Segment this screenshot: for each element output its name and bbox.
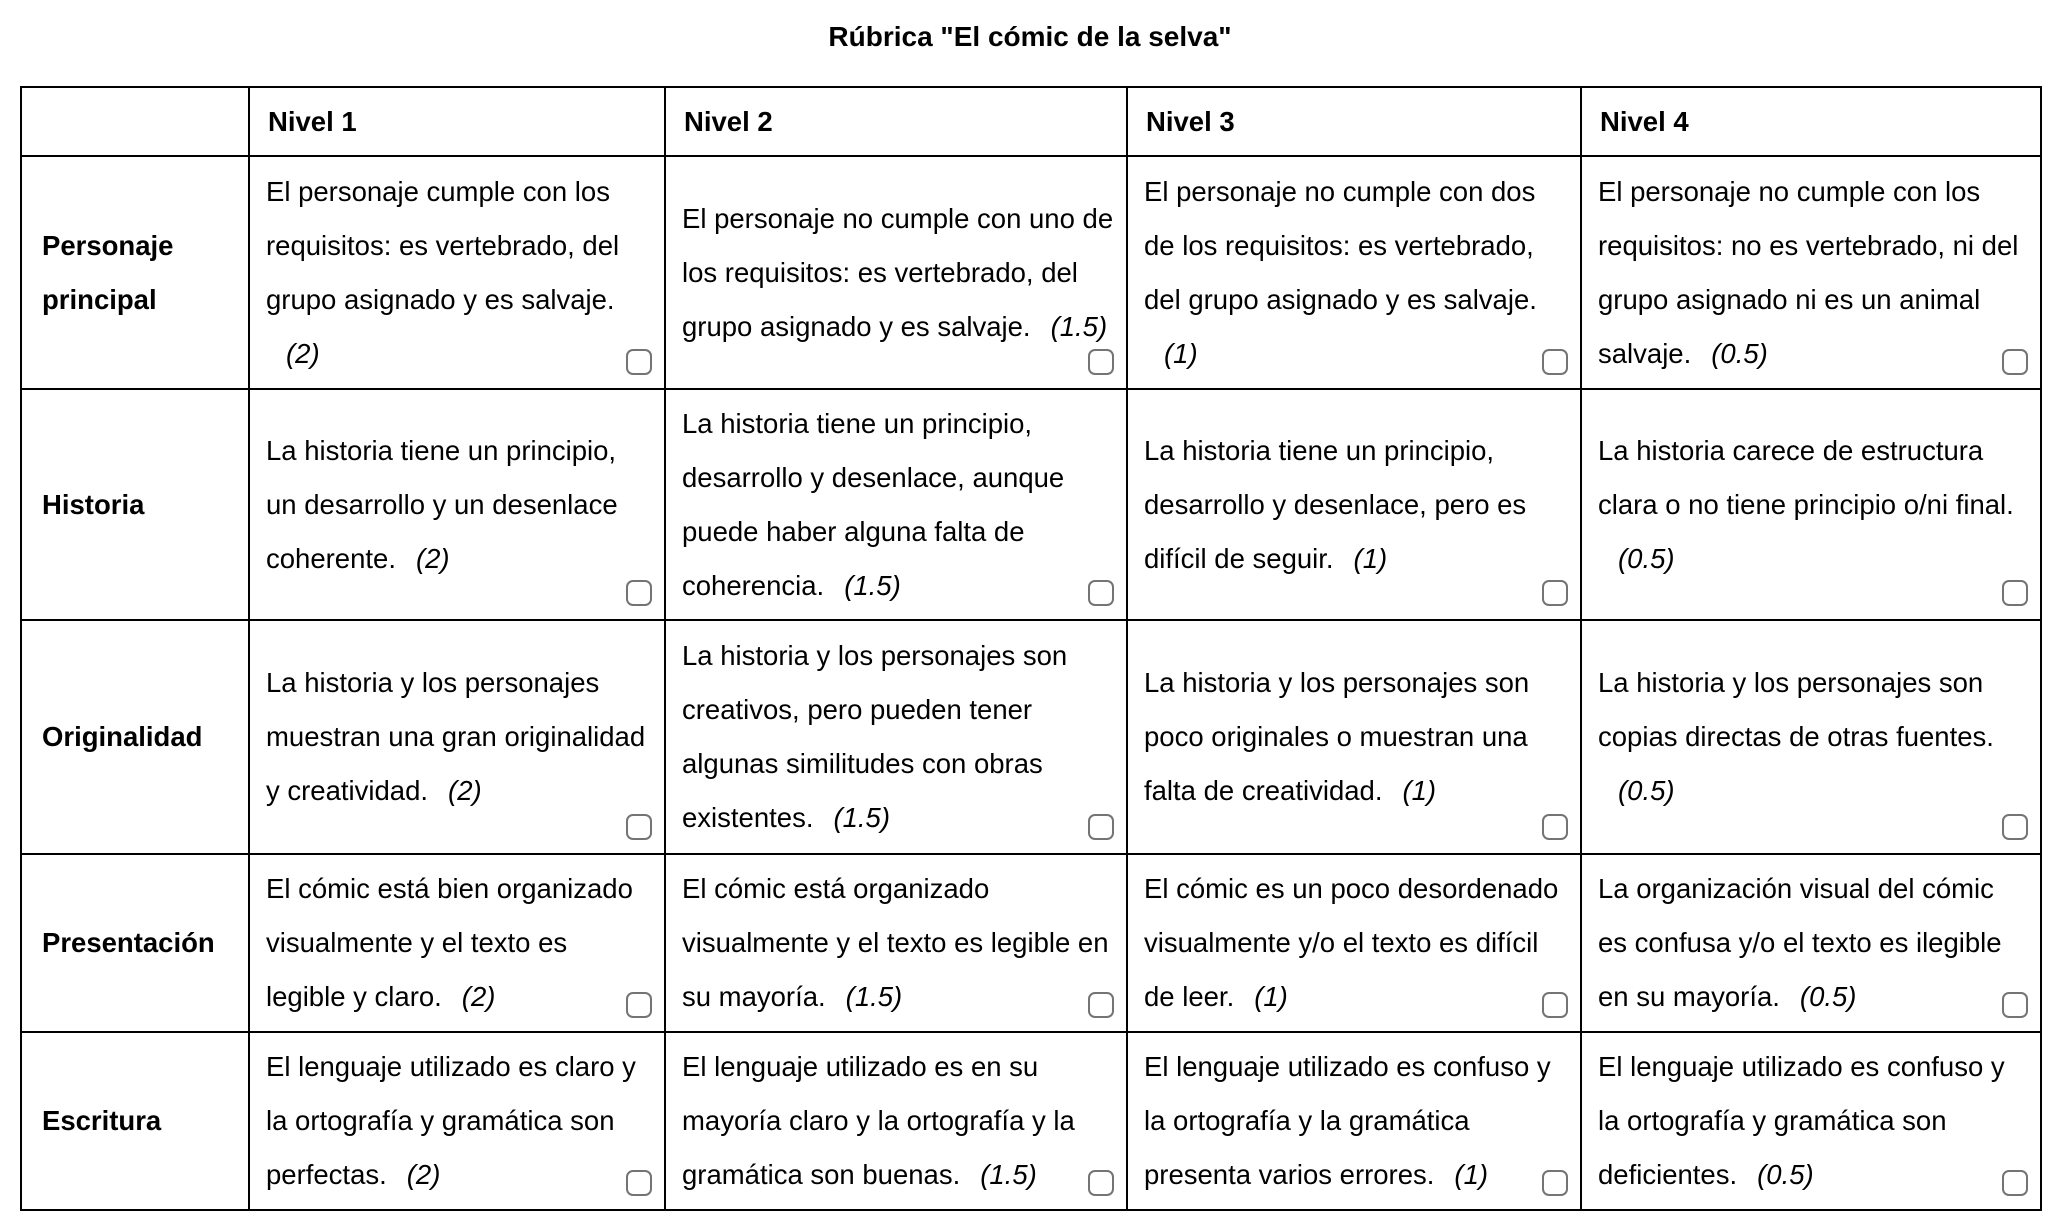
checkbox-originalidad-nivel-3[interactable]: [1542, 814, 1568, 840]
cell-personaje-nivel-1: [249, 156, 665, 389]
cell-text: El personaje no cumple con uno de los requisitos: es vertebrado, del grupo asignado y es salvaje.: [682, 202, 1114, 342]
cell-text: La historia y los personajes son copias directas de otras fuentes.: [1598, 667, 1994, 752]
cell-score: (2): [286, 337, 320, 369]
table-row: [21, 854, 2041, 1032]
cell-personaje-nivel-4: [1581, 156, 2041, 389]
criterion-escritura: Escritura: [21, 1032, 249, 1210]
cell-text: El lenguaje utilizado es confuso y la ortografía y gramática son deficientes.: [1598, 1051, 2005, 1190]
cell-text: La historia y los personajes muestran una gran originalidad y creatividad.: [266, 667, 646, 806]
checkbox-personaje-nivel-2[interactable]: [1088, 349, 1114, 375]
cell-text: La historia tiene un principio, desarrollo y desenlace, pero es difícil de seguir.: [1144, 434, 1527, 574]
cell-originalidad-nivel-2: [665, 620, 1127, 854]
cell-score: (1.5): [1050, 310, 1108, 342]
cell-score: (2): [448, 775, 482, 806]
cell-text: El cómic es un poco desordenado visualmente y/o el texto es difícil de leer.: [1144, 873, 1559, 1012]
cell-text: El lenguaje utilizado es en su mayoría claro y la ortografía y la gramática son buenas.: [682, 1051, 1075, 1190]
cell-historia-nivel-1: [249, 389, 665, 620]
cell-presentacion-nivel-4: [1581, 854, 2041, 1032]
cell-text: La historia carece de estructura clara o no tiene principio o/ni final.: [1598, 434, 2014, 520]
cell-text: El cómic está bien organizado visualmente y el texto es legible y claro.: [266, 873, 633, 1012]
cell-escritura-nivel-2: [665, 1032, 1127, 1210]
cell-score: (0.5): [1618, 542, 1675, 574]
cell-originalidad-nivel-3: [1127, 620, 1581, 854]
cell-presentacion-nivel-2: [665, 854, 1127, 1032]
cell-text: La historia tiene un principio, desarrollo y desenlace, aunque puede haber alguna falta de coherencia.: [682, 407, 1065, 601]
cell-score: (1): [1402, 775, 1437, 806]
cell-score: (1): [1254, 981, 1288, 1012]
checkbox-historia-nivel-4[interactable]: [2002, 580, 2028, 606]
cell-text: La historia y los personajes son creativos, pero pueden tener algunas similitudes con obras existentes.: [682, 640, 1068, 833]
criterion-presentacion: Presentación: [21, 854, 249, 1032]
cell-score: (1): [1454, 1159, 1489, 1190]
criterion-personaje-principal: Personaje principal: [21, 156, 249, 389]
level-header-nivel-4: Nivel 4: [1581, 87, 2041, 156]
cell-text: La historia y los personajes son poco originales o muestran una falta de creatividad.: [1144, 667, 1530, 806]
checkbox-personaje-nivel-4[interactable]: [2002, 349, 2028, 375]
cell-score: (1.5): [845, 981, 903, 1012]
cell-score: (1.5): [844, 569, 901, 601]
criterion-historia: Historia: [21, 389, 249, 620]
cell-escritura-nivel-4: [1581, 1032, 2041, 1210]
cell-score: (1.5): [833, 802, 891, 833]
corner-cell: [21, 87, 249, 156]
checkbox-presentacion-nivel-4[interactable]: [2002, 992, 2028, 1018]
table-row: [21, 389, 2041, 620]
cell-score: (2): [406, 1159, 441, 1190]
cell-text: El cómic está organizado visualmente y el texto es legible en su mayoría.: [682, 873, 1109, 1012]
checkbox-historia-nivel-2[interactable]: [1088, 580, 1114, 606]
cell-score: (0.5): [1618, 775, 1675, 806]
cell-escritura-nivel-3: [1127, 1032, 1581, 1210]
level-header-nivel-3: Nivel 3: [1127, 87, 1581, 156]
cell-presentacion-nivel-3: [1127, 854, 1581, 1032]
checkbox-originalidad-nivel-1[interactable]: [626, 814, 652, 840]
table-row: [21, 156, 2041, 389]
level-header-nivel-2: Nivel 2: [665, 87, 1127, 156]
cell-text: El personaje no cumple con dos de los requisitos: es vertebrado, del grupo asignado y es salvaje.: [1144, 175, 1537, 315]
cell-historia-nivel-3: [1127, 389, 1581, 620]
table-row: [21, 1032, 2041, 1210]
cell-score: (2): [415, 542, 450, 574]
cell-personaje-nivel-3: [1127, 156, 1581, 389]
checkbox-personaje-nivel-1[interactable]: [626, 349, 652, 375]
checkbox-escritura-nivel-1[interactable]: [626, 1170, 652, 1196]
checkbox-escritura-nivel-2[interactable]: [1088, 1170, 1114, 1196]
cell-score: (1.5): [980, 1159, 1037, 1190]
checkbox-presentacion-nivel-1[interactable]: [626, 992, 652, 1018]
cell-historia-nivel-4: [1581, 389, 2041, 620]
cell-text: La organización visual del cómic es confusa y/o el texto es ilegible en su mayoría.: [1598, 873, 2002, 1012]
header-row: [21, 87, 2041, 156]
checkbox-presentacion-nivel-3[interactable]: [1542, 992, 1568, 1018]
rubric-table: [20, 86, 2042, 1211]
checkbox-historia-nivel-1[interactable]: [626, 580, 652, 606]
cell-score: (0.5): [1799, 981, 1857, 1012]
cell-personaje-nivel-2: [665, 156, 1127, 389]
cell-presentacion-nivel-1: [249, 854, 665, 1032]
checkbox-escritura-nivel-3[interactable]: [1542, 1170, 1568, 1196]
cell-text: El personaje no cumple con los requisitos: no es vertebrado, ni del grupo asignado ni es un animal salvaje.: [1598, 175, 2019, 369]
cell-score: (1): [1353, 542, 1388, 574]
checkbox-historia-nivel-3[interactable]: [1542, 580, 1568, 606]
cell-escritura-nivel-1: [249, 1032, 665, 1210]
checkbox-originalidad-nivel-2[interactable]: [1088, 814, 1114, 840]
table-row: [21, 620, 2041, 854]
cell-text: El lenguaje utilizado es claro y la ortografía y gramática son perfectas.: [266, 1051, 636, 1190]
cell-historia-nivel-2: [665, 389, 1127, 620]
cell-score: (2): [461, 981, 496, 1012]
criterion-originalidad: Originalidad: [21, 620, 249, 854]
checkbox-escritura-nivel-4[interactable]: [2002, 1170, 2028, 1196]
cell-originalidad-nivel-4: [1581, 620, 2041, 854]
checkbox-presentacion-nivel-2[interactable]: [1088, 992, 1114, 1018]
cell-score: (1): [1164, 337, 1198, 369]
cell-originalidad-nivel-1: [249, 620, 665, 854]
checkbox-originalidad-nivel-4[interactable]: [2002, 814, 2028, 840]
cell-text: La historia tiene un principio, un desarrollo y un desenlace coherente.: [266, 434, 618, 574]
cell-text: El personaje cumple con los requisitos: es vertebrado, del grupo asignado y es salvaje.: [266, 175, 620, 315]
checkbox-personaje-nivel-3[interactable]: [1542, 349, 1568, 375]
level-header-nivel-1: Nivel 1: [249, 87, 665, 156]
rubric-title: Rúbrica "El cómic de la selva": [828, 21, 1232, 52]
cell-text: El lenguaje utilizado es confuso y la ortografía y la gramática presenta varios errores.: [1144, 1051, 1551, 1190]
cell-score: (0.5): [1711, 337, 1768, 369]
cell-score: (0.5): [1757, 1159, 1814, 1190]
